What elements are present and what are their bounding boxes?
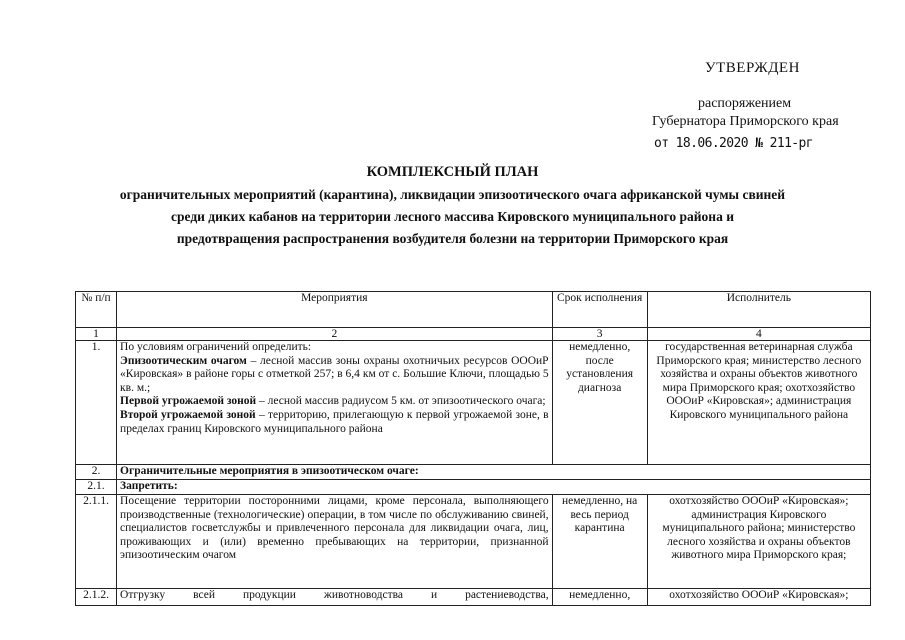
- approval-by-order: распоряжением: [698, 96, 792, 111]
- row-executor: охотхозяйство ОООиР «Кировская»;: [647, 589, 870, 606]
- column-number: 1: [76, 328, 117, 341]
- zone-first-label: Первой угрожаемой зоной: [120, 395, 257, 408]
- row-number: 2.: [76, 465, 117, 480]
- document-subtitle-line-2: среди диких кабанов на территории лесного массива Кировского муниципального района и: [171, 209, 734, 224]
- column-numbers-row: [76, 328, 871, 341]
- column-number: 4: [647, 328, 870, 341]
- table-row: [76, 465, 871, 480]
- row-executor: охотхозяйство ОООиР «Кировская»; администрация Кировского муниципального района; министерство лесного хозяйства и охраны объектов животного мира Приморского края;: [647, 495, 870, 589]
- row-term: немедленно, на весь период карантина: [552, 495, 647, 589]
- zone-second-text: – территорию, прилегающую к первой угрожаемой зоне, в пределах границ Кировского муниципального района: [120, 408, 549, 435]
- section-heading: Ограничительные мероприятия в эпизоотическом очаге:: [117, 465, 871, 480]
- approval-authority: Губернатора Приморского края: [652, 114, 839, 129]
- zone-epizootic-label: Эпизоотическим очагом: [120, 354, 247, 367]
- approval-title: УТВЕРЖДЕН: [705, 60, 800, 76]
- row-term: немедленно, после установления диагноза: [552, 341, 647, 465]
- column-number: 2: [117, 328, 553, 341]
- row-measure: Посещение территории посторонними лицами, кроме персонала, выполняющего производственные (технологические) операции, в том числе по обслуживанию свиней, специалистов госветслужбы и привлеченного персонала для ликвидации очага, лиц, проживающих и (или) временно пребывающих на территории, признанной эпизоотическим очагом: [117, 495, 553, 589]
- row-measure: [117, 341, 553, 465]
- row-number: 2.1.2.: [76, 589, 117, 606]
- measures-table: [75, 291, 871, 606]
- row-number: 1.: [76, 341, 117, 465]
- table-row: [76, 495, 871, 589]
- row-measure: Отгрузку всей продукции животноводства и растениеводства,: [117, 589, 553, 606]
- row-number: 2.1.1.: [76, 495, 117, 589]
- zone-first-text: – лесной массив радиусом 5 км. от эпизоотического очага;: [256, 395, 546, 408]
- document-subtitle-line-3: предотвращения распространения возбудителя болезни на территории Приморского края: [176, 231, 729, 246]
- header-measures: Мероприятия: [117, 292, 553, 328]
- table-row: [76, 589, 871, 606]
- approval-date-number: от 18.06.2020 № 211-рг: [654, 136, 813, 151]
- table-row: [76, 341, 871, 465]
- header-executor: Исполнитель: [647, 292, 870, 328]
- column-number: 3: [552, 328, 647, 341]
- measure-intro: По условиям ограничений определить:: [120, 341, 312, 353]
- header-number: № п/п: [76, 292, 117, 328]
- header-term: Срок исполнения: [552, 292, 647, 328]
- row-executor: государственная ветеринарная служба Приморского края; министерство лесного хозяйства и охраны объектов животного мира Приморского края; охотхозяйство ОООиР «Кировская»; администрация Кировского муниципального района: [647, 341, 870, 465]
- zone-second-label: Второй угрожаемой зоной: [120, 408, 256, 421]
- document-title: КОМПЛЕКСНЫЙ ПЛАН: [366, 164, 539, 180]
- document-subtitle-line-1: ограничительных мероприятий (карантина), ликвидации эпизоотического очага африканской чумы свиней: [119, 187, 786, 202]
- row-number: 2.1.: [76, 480, 117, 495]
- table-header-row: [76, 292, 871, 328]
- zone-epizootic-text: – лесной массив зоны охраны охотничьих ресурсов ОООиР «Кировская» в районе горы с отметкой 257; в 6,4 км от с. Большие Ключи, площадью 5 кв. м.;: [120, 354, 549, 394]
- section-heading: Запретить:: [117, 480, 871, 495]
- row-term: немедленно,: [552, 589, 647, 606]
- table-row: [76, 480, 871, 495]
